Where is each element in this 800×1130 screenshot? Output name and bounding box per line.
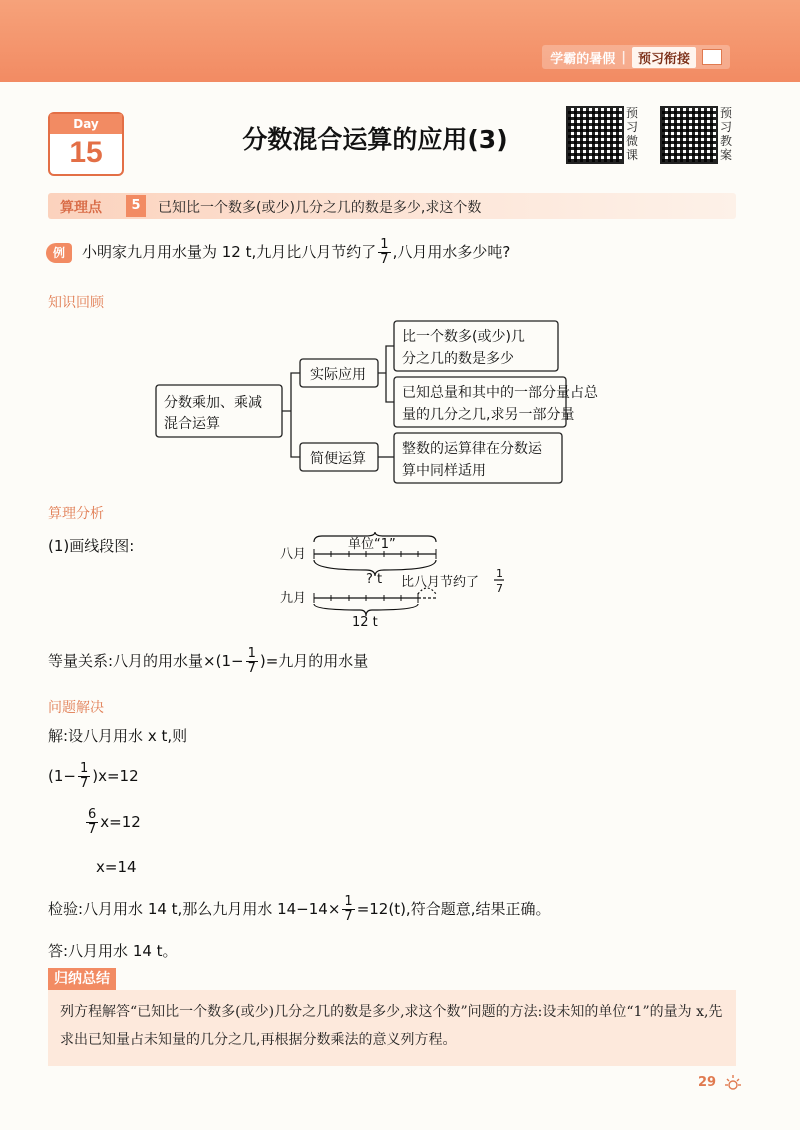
solve-heading: 问题解决	[48, 700, 104, 716]
relation-line: 等量关系:八月的用水量×(1− $\frac{1}{7}$ )=九月的用水量	[48, 646, 369, 676]
brand-tag: 学霸的暑假 | 预习衔接	[542, 45, 730, 69]
mind-map-connector	[378, 346, 394, 402]
mind-map-root-line1: 分数乘加、乘减	[164, 395, 262, 411]
diagram-aug-label: 八月	[280, 547, 307, 562]
mind-map-leaf2-line1: 已知总量和其中的一部分量占总	[402, 385, 598, 401]
day-badge	[48, 112, 124, 176]
brand-left: 学霸的暑假	[550, 51, 616, 67]
book-icon	[702, 49, 722, 65]
qr-code-icon[interactable]	[660, 106, 718, 164]
diagram-total-label: 12 t	[352, 615, 378, 630]
mind-map-leaf1-line1: 比一个数多(或少)几	[402, 329, 525, 345]
mind-map-branch2: 简便运算	[310, 451, 366, 467]
solve-intro: 解:设八月用水 x t,则	[48, 727, 188, 745]
mind-map-branch1: 实际应用	[310, 367, 366, 383]
point-text: 已知比一个数多(或少)几分之几的数是多少,求这个数	[158, 200, 482, 216]
top-banner	[0, 0, 800, 82]
equation-1: (1− $\frac{1}{7}$ )x=12	[48, 761, 139, 791]
example-text: 小明家九月用水量为 12 t,九月比八月节约了 $\frac{1}{7}$ ,八月用水多少吨?	[82, 237, 511, 267]
qr-code-icon[interactable]	[566, 106, 624, 164]
brand-right: 预习衔接	[632, 47, 696, 68]
mind-map-leaf3-line1: 整数的运算律在分数运	[402, 441, 542, 457]
diagram-unknown-label: ? t	[366, 572, 383, 587]
segment-diagram	[270, 530, 530, 635]
page-title: 分数混合运算的应用(3)	[242, 125, 508, 154]
mind-map	[150, 315, 598, 490]
diagram-sep-label: 九月	[280, 591, 307, 606]
equation-2: $\frac{6}{7}$ x=12	[88, 807, 141, 837]
answer-line: 答:八月用水 14 t。	[48, 942, 178, 960]
day-label: Day	[50, 114, 122, 134]
mind-map-connector	[282, 373, 300, 457]
diagram-saved-text: 比八月节约了	[401, 575, 480, 590]
summary-text: 列方程解答“已知比一个数多(或少)几分之几的数是多少,求这个数”问题的方法:设未知的单位“1”的量为 x,先求出已知量占未知量的几分之几,再根据分数乘法的意义列方程。	[60, 1004, 723, 1048]
fraction: $\frac{1}{7}$	[380, 237, 389, 267]
page-number: 29	[698, 1075, 717, 1090]
analysis-step1: (1)画线段图:	[48, 537, 135, 555]
diagram-saved-denominator: 7	[496, 582, 503, 595]
diagram-unit-label: 单位“1”	[348, 537, 396, 552]
day-number: 15	[69, 136, 103, 169]
qr-label-2: 预习教案	[720, 106, 733, 162]
analysis-heading: 算理分析	[48, 506, 104, 522]
point-number: 5	[126, 195, 146, 217]
sun-icon	[722, 1072, 744, 1094]
check-line: 检验:八月用水 14 t,那么九月用水 14−14× $\frac{1}{7}$ =12(t),符合题意,结果正确。	[48, 894, 551, 924]
point-label: 算理点	[60, 200, 102, 216]
summary-heading: 归纳总结	[48, 968, 116, 990]
mind-map-leaf3-line2: 算中同样适用	[402, 463, 486, 479]
mind-map-leaf2-line2: 量的几分之几,求另一部分量	[402, 407, 575, 423]
mind-map-root-line2: 混合运算	[164, 416, 220, 432]
mind-map-leaf1-line2: 分之几的数是多少	[402, 351, 514, 367]
equation-3: x=14	[96, 858, 137, 876]
review-heading: 知识回顾	[48, 295, 104, 311]
diagram-saved-numerator: 1	[496, 567, 503, 580]
example-badge: 例	[46, 243, 72, 263]
qr-label-1: 预习微课	[626, 106, 639, 162]
